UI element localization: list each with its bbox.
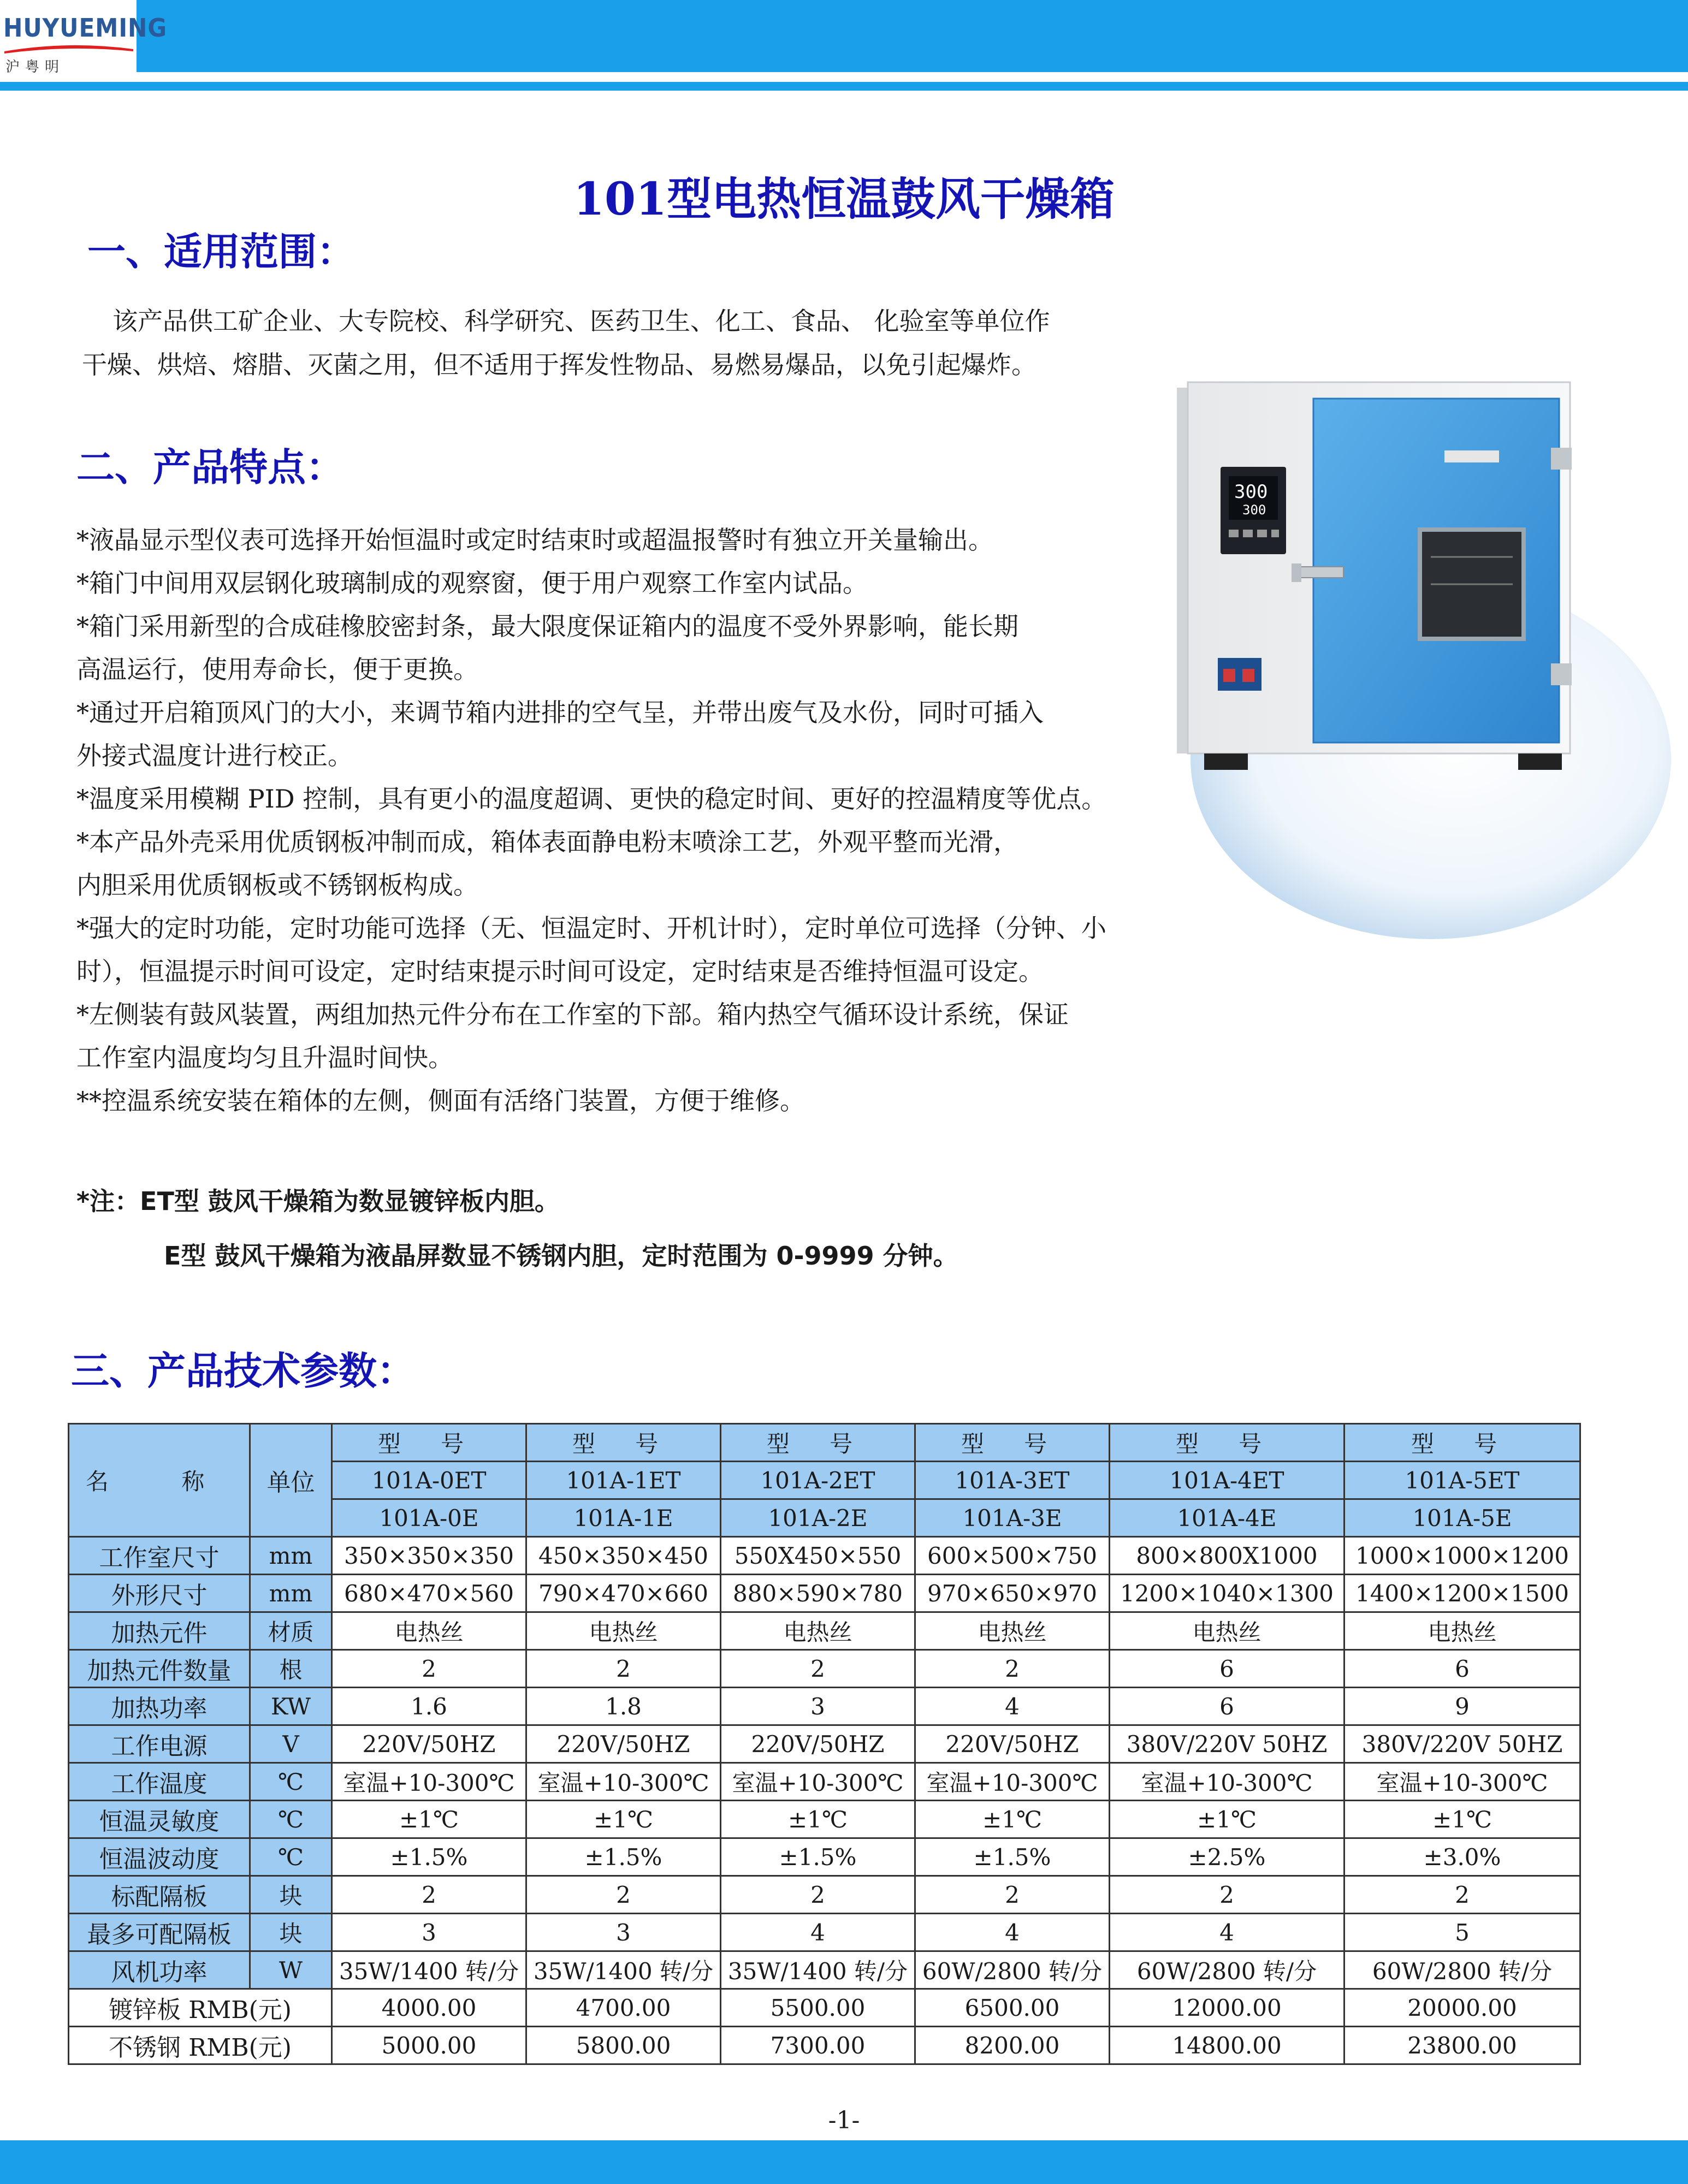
notes: [76, 1179, 958, 1278]
feature-line: 外接式温度计进行校正。: [76, 741, 353, 770]
feature-line: *温度采用模糊 PID 控制，具有更小的温度超调、更快的稳定时间、更好的控温精度等优点。: [76, 784, 1107, 814]
value-cell: 4: [915, 1688, 1110, 1725]
row-unit: KW: [250, 1688, 332, 1725]
value-cell: 室温+10-300℃: [526, 1763, 721, 1801]
value-cell: 3: [332, 1914, 526, 1951]
value-cell: 2: [1345, 1876, 1580, 1914]
price-cell: 14800.00: [1110, 2027, 1345, 2064]
heading-params: 三、产品技术参数：: [71, 1348, 415, 1393]
value-cell: 6: [1110, 1688, 1345, 1725]
value-cell: 2: [915, 1650, 1110, 1688]
feature-line: 内胆采用优质钢板或不锈钢板构成。: [76, 870, 478, 900]
table-row: [69, 1575, 1580, 1612]
value-cell: 2: [721, 1876, 915, 1914]
price-cell: 4700.00: [526, 1989, 721, 2027]
note-e: E型 鼓风干燥箱为液晶屏数显不锈钢内胆，定时范围为 0-9999 分钟。: [164, 1241, 958, 1271]
row-unit: 块: [250, 1914, 332, 1951]
value-cell: 电热丝: [915, 1612, 1110, 1650]
table-row: [69, 1537, 1580, 1575]
row-label: 加热元件数量: [69, 1650, 250, 1688]
value-cell: 60W/2800 转/分: [1345, 1951, 1580, 1989]
value-cell: 60W/2800 转/分: [915, 1951, 1110, 1989]
header-bar: [137, 0, 1688, 72]
value-cell: 220V/50HZ: [915, 1725, 1110, 1763]
value-cell: ±1.5%: [721, 1838, 915, 1876]
row-label: 标配隔板: [69, 1876, 250, 1914]
model-cell: 101A-2E: [721, 1499, 915, 1537]
row-unit: ℃: [250, 1838, 332, 1876]
model-header: 型 号: [332, 1424, 526, 1462]
value-cell: 1.8: [526, 1688, 721, 1725]
value-cell: 350×350×350: [332, 1537, 526, 1575]
feature-line: *通过开启箱顶风门的大小，来调节箱内进排的空气呈，并带出废气及水份，同时可插入: [76, 698, 1044, 727]
value-cell: ±1.5%: [915, 1838, 1110, 1876]
price-row: [69, 1989, 1580, 2027]
value-cell: 450×350×450: [526, 1537, 721, 1575]
value-cell: 1.6: [332, 1688, 526, 1725]
feature-line: *本产品外壳采用优质钢板冲制而成，箱体表面静电粉末喷涂工艺，外观平整而光滑，: [76, 827, 1018, 857]
brand-subtitle: 沪粤明: [5, 59, 65, 75]
price-cell: 5000.00: [332, 2027, 526, 2064]
value-cell: 电热丝: [332, 1612, 526, 1650]
value-cell: 2: [1110, 1876, 1345, 1914]
row-label: 恒温灵敏度: [69, 1801, 250, 1838]
value-cell: 220V/50HZ: [526, 1725, 721, 1763]
feature-line: *箱门采用新型的合成硅橡胶密封条，最大限度保证箱内的温度不受外界影响，能长期: [76, 612, 1018, 641]
price-label: 不锈钢 RMB(元): [69, 2027, 332, 2064]
value-cell: 600×500×750: [915, 1537, 1110, 1575]
row-label: 工作电源: [69, 1725, 250, 1763]
value-cell: 35W/1400 转/分: [526, 1951, 721, 1989]
table-row: [69, 1838, 1580, 1876]
value-cell: 9: [1345, 1688, 1580, 1725]
value-cell: 4: [721, 1914, 915, 1951]
value-cell: 室温+10-300℃: [721, 1763, 915, 1801]
value-cell: 2: [915, 1876, 1110, 1914]
value-cell: 2: [332, 1650, 526, 1688]
value-cell: 380V/220V 50HZ: [1110, 1725, 1345, 1763]
row-label: 加热功率: [69, 1688, 250, 1725]
value-cell: 电热丝: [1345, 1612, 1580, 1650]
display-bottom: 300: [1242, 502, 1266, 518]
price-cell: 20000.00: [1345, 1989, 1580, 2027]
heading-features: 二、产品特点：: [76, 444, 344, 490]
value-cell: 790×470×660: [526, 1575, 721, 1612]
scope-line-1: 该产品供工矿企业、大专院校、科学研究、医药卫生、化工、食品、 化验室等单位作: [112, 306, 1050, 336]
value-cell: 1000×1000×1200: [1345, 1537, 1580, 1575]
value-cell: 35W/1400 转/分: [721, 1951, 915, 1989]
feature-line: *左侧装有鼓风装置，两组加热元件分布在工作室的下部。箱内热空气循环设计系统，保证: [76, 1000, 1069, 1029]
features-list: [76, 519, 1278, 1123]
row-label: 工作室尺寸: [69, 1537, 250, 1575]
value-cell: 电热丝: [1110, 1612, 1345, 1650]
feature-line: *液晶显示型仪表可选择开始恒温时或定时结束时或超温报警时有独立开关量输出。: [76, 525, 993, 555]
value-cell: 室温+10-300℃: [1345, 1763, 1580, 1801]
row-label: 加热元件: [69, 1612, 250, 1650]
value-cell: ±2.5%: [1110, 1838, 1345, 1876]
price-row: [69, 2027, 1580, 2064]
spec-table: [68, 1423, 1581, 2065]
row-unit: ℃: [250, 1763, 332, 1801]
value-cell: 35W/1400 转/分: [332, 1951, 526, 1989]
price-cell: 5500.00: [721, 1989, 915, 2027]
value-cell: 2: [332, 1876, 526, 1914]
row-label: 外形尺寸: [69, 1575, 250, 1612]
model-cell: 101A-0ET: [332, 1462, 526, 1499]
page-title: 101型电热恒温鼓风干燥箱: [573, 173, 1115, 225]
row-unit: 材质: [250, 1612, 332, 1650]
row-label: 最多可配隔板: [69, 1914, 250, 1951]
value-cell: 380V/220V 50HZ: [1345, 1725, 1580, 1763]
price-cell: 12000.00: [1110, 1989, 1345, 2027]
row-label: 恒温波动度: [69, 1838, 250, 1876]
price-cell: 7300.00: [721, 2027, 915, 2064]
value-cell: 220V/50HZ: [721, 1725, 915, 1763]
row-unit: mm: [250, 1537, 332, 1575]
value-cell: 800×800X1000: [1110, 1537, 1345, 1575]
drying-oven-image: [1125, 377, 1671, 977]
model-cell: 101A-2ET: [721, 1462, 915, 1499]
model-cell: 101A-3ET: [915, 1462, 1110, 1499]
model-header: 型 号: [526, 1424, 721, 1462]
display-top: 300: [1234, 481, 1268, 503]
table-row: [69, 1688, 1580, 1725]
value-cell: ±1℃: [1345, 1801, 1580, 1838]
value-cell: 电热丝: [721, 1612, 915, 1650]
value-cell: ±1.5%: [332, 1838, 526, 1876]
value-cell: 2: [526, 1876, 721, 1914]
value-cell: ±1.5%: [526, 1838, 721, 1876]
table-row: [69, 1951, 1580, 1989]
feature-line: 工作室内温度均匀且升温时间快。: [76, 1043, 453, 1072]
value-cell: 室温+10-300℃: [1110, 1763, 1345, 1801]
value-cell: ±1℃: [332, 1801, 526, 1838]
value-cell: 2: [721, 1650, 915, 1688]
model-cell: 101A-4E: [1110, 1499, 1345, 1537]
model-cell: 101A-0E: [332, 1499, 526, 1537]
value-cell: ±3.0%: [1345, 1838, 1580, 1876]
row-unit: 根: [250, 1650, 332, 1688]
price-cell: 4000.00: [332, 1989, 526, 2027]
model-cell: 101A-1ET: [526, 1462, 721, 1499]
value-cell: 6: [1110, 1650, 1345, 1688]
table-row: [69, 1725, 1580, 1763]
feature-line: *强大的定时功能，定时功能可选择（无、恒温定时、开机计时），定时单位可选择（分钟、小: [76, 913, 1106, 943]
scope-line-2: 干燥、烘焙、熔腊、灭菌之用，但不适用于挥发性物品、易燃易爆品，以免引起爆炸。: [82, 350, 1037, 379]
model-header: 型 号: [1345, 1424, 1580, 1462]
row-unit: V: [250, 1725, 332, 1763]
footer-bar: [0, 2140, 1688, 2184]
page-number: -1-: [828, 2106, 860, 2134]
value-cell: 220V/50HZ: [332, 1725, 526, 1763]
table-row: [69, 1612, 1580, 1650]
value-cell: ±1℃: [1110, 1801, 1345, 1838]
table-row: [69, 1424, 1580, 1462]
table-row: [69, 1801, 1580, 1838]
value-cell: 60W/2800 转/分: [1110, 1951, 1345, 1989]
model-header: 型 号: [1110, 1424, 1345, 1462]
name-header: 名 称: [69, 1424, 250, 1537]
header-rule: [0, 82, 1688, 91]
value-cell: 电热丝: [526, 1612, 721, 1650]
value-cell: ±1℃: [526, 1801, 721, 1838]
price-cell: 8200.00: [915, 2027, 1110, 2064]
brand-name: HUYUEMING: [3, 13, 168, 43]
swoosh-icon: [3, 44, 134, 55]
row-unit: 块: [250, 1876, 332, 1914]
model-cell: 101A-1E: [526, 1499, 721, 1537]
value-cell: 1400×1200×1500: [1345, 1575, 1580, 1612]
table-row: [69, 1914, 1580, 1951]
value-cell: 680×470×560: [332, 1575, 526, 1612]
row-unit: W: [250, 1951, 332, 1989]
model-cell: 101A-4ET: [1110, 1462, 1345, 1499]
value-cell: 4: [915, 1914, 1110, 1951]
model-cell: 101A-5ET: [1345, 1462, 1580, 1499]
value-cell: ±1℃: [721, 1801, 915, 1838]
table-row: [69, 1650, 1580, 1688]
price-cell: 6500.00: [915, 1989, 1110, 2027]
feature-line: 高温运行，使用寿命长，便于更换。: [76, 655, 478, 684]
model-cell: 101A-5E: [1345, 1499, 1580, 1537]
model-header: 型 号: [721, 1424, 915, 1462]
note-et: *注：ET型 鼓风干燥箱为数显镀锌板内胆。: [76, 1186, 560, 1216]
row-unit: ℃: [250, 1801, 332, 1838]
scope-text: [82, 299, 1050, 387]
value-cell: 3: [721, 1688, 915, 1725]
feature-line: 时），恒温提示时间可设定，定时结束提示时间可设定，定时结束是否维持恒温可设定。: [76, 957, 1044, 986]
value-cell: 室温+10-300℃: [915, 1763, 1110, 1801]
value-cell: 1200×1040×1300: [1110, 1575, 1345, 1612]
value-cell: 970×650×970: [915, 1575, 1110, 1612]
value-cell: 550X450×550: [721, 1537, 915, 1575]
model-header: 型 号: [915, 1424, 1110, 1462]
table-row: [69, 1763, 1580, 1801]
row-unit: mm: [250, 1575, 332, 1612]
table-row: [69, 1876, 1580, 1914]
row-label: 工作温度: [69, 1763, 250, 1801]
value-cell: ±1℃: [915, 1801, 1110, 1838]
price-cell: 5800.00: [526, 2027, 721, 2064]
value-cell: 880×590×780: [721, 1575, 915, 1612]
value-cell: 室温+10-300℃: [332, 1763, 526, 1801]
row-label: 风机功率: [69, 1951, 250, 1989]
unit-header: 单位: [250, 1424, 332, 1537]
feature-line: **控温系统安装在箱体的左侧，侧面有活络门装置，方便于维修。: [76, 1086, 805, 1115]
value-cell: 3: [526, 1914, 721, 1951]
value-cell: 5: [1345, 1914, 1580, 1951]
value-cell: 4: [1110, 1914, 1345, 1951]
price-label: 镀锌板 RMB(元): [69, 1989, 332, 2027]
value-cell: 6: [1345, 1650, 1580, 1688]
feature-line: *箱门中间用双层钢化玻璃制成的观察窗，便于用户观察工作室内试品。: [76, 568, 868, 598]
price-cell: 23800.00: [1345, 2027, 1580, 2064]
model-cell: 101A-3E: [915, 1499, 1110, 1537]
heading-scope: 一、适用范围：: [87, 229, 355, 274]
brand-logo: [3, 13, 168, 75]
value-cell: 2: [526, 1650, 721, 1688]
